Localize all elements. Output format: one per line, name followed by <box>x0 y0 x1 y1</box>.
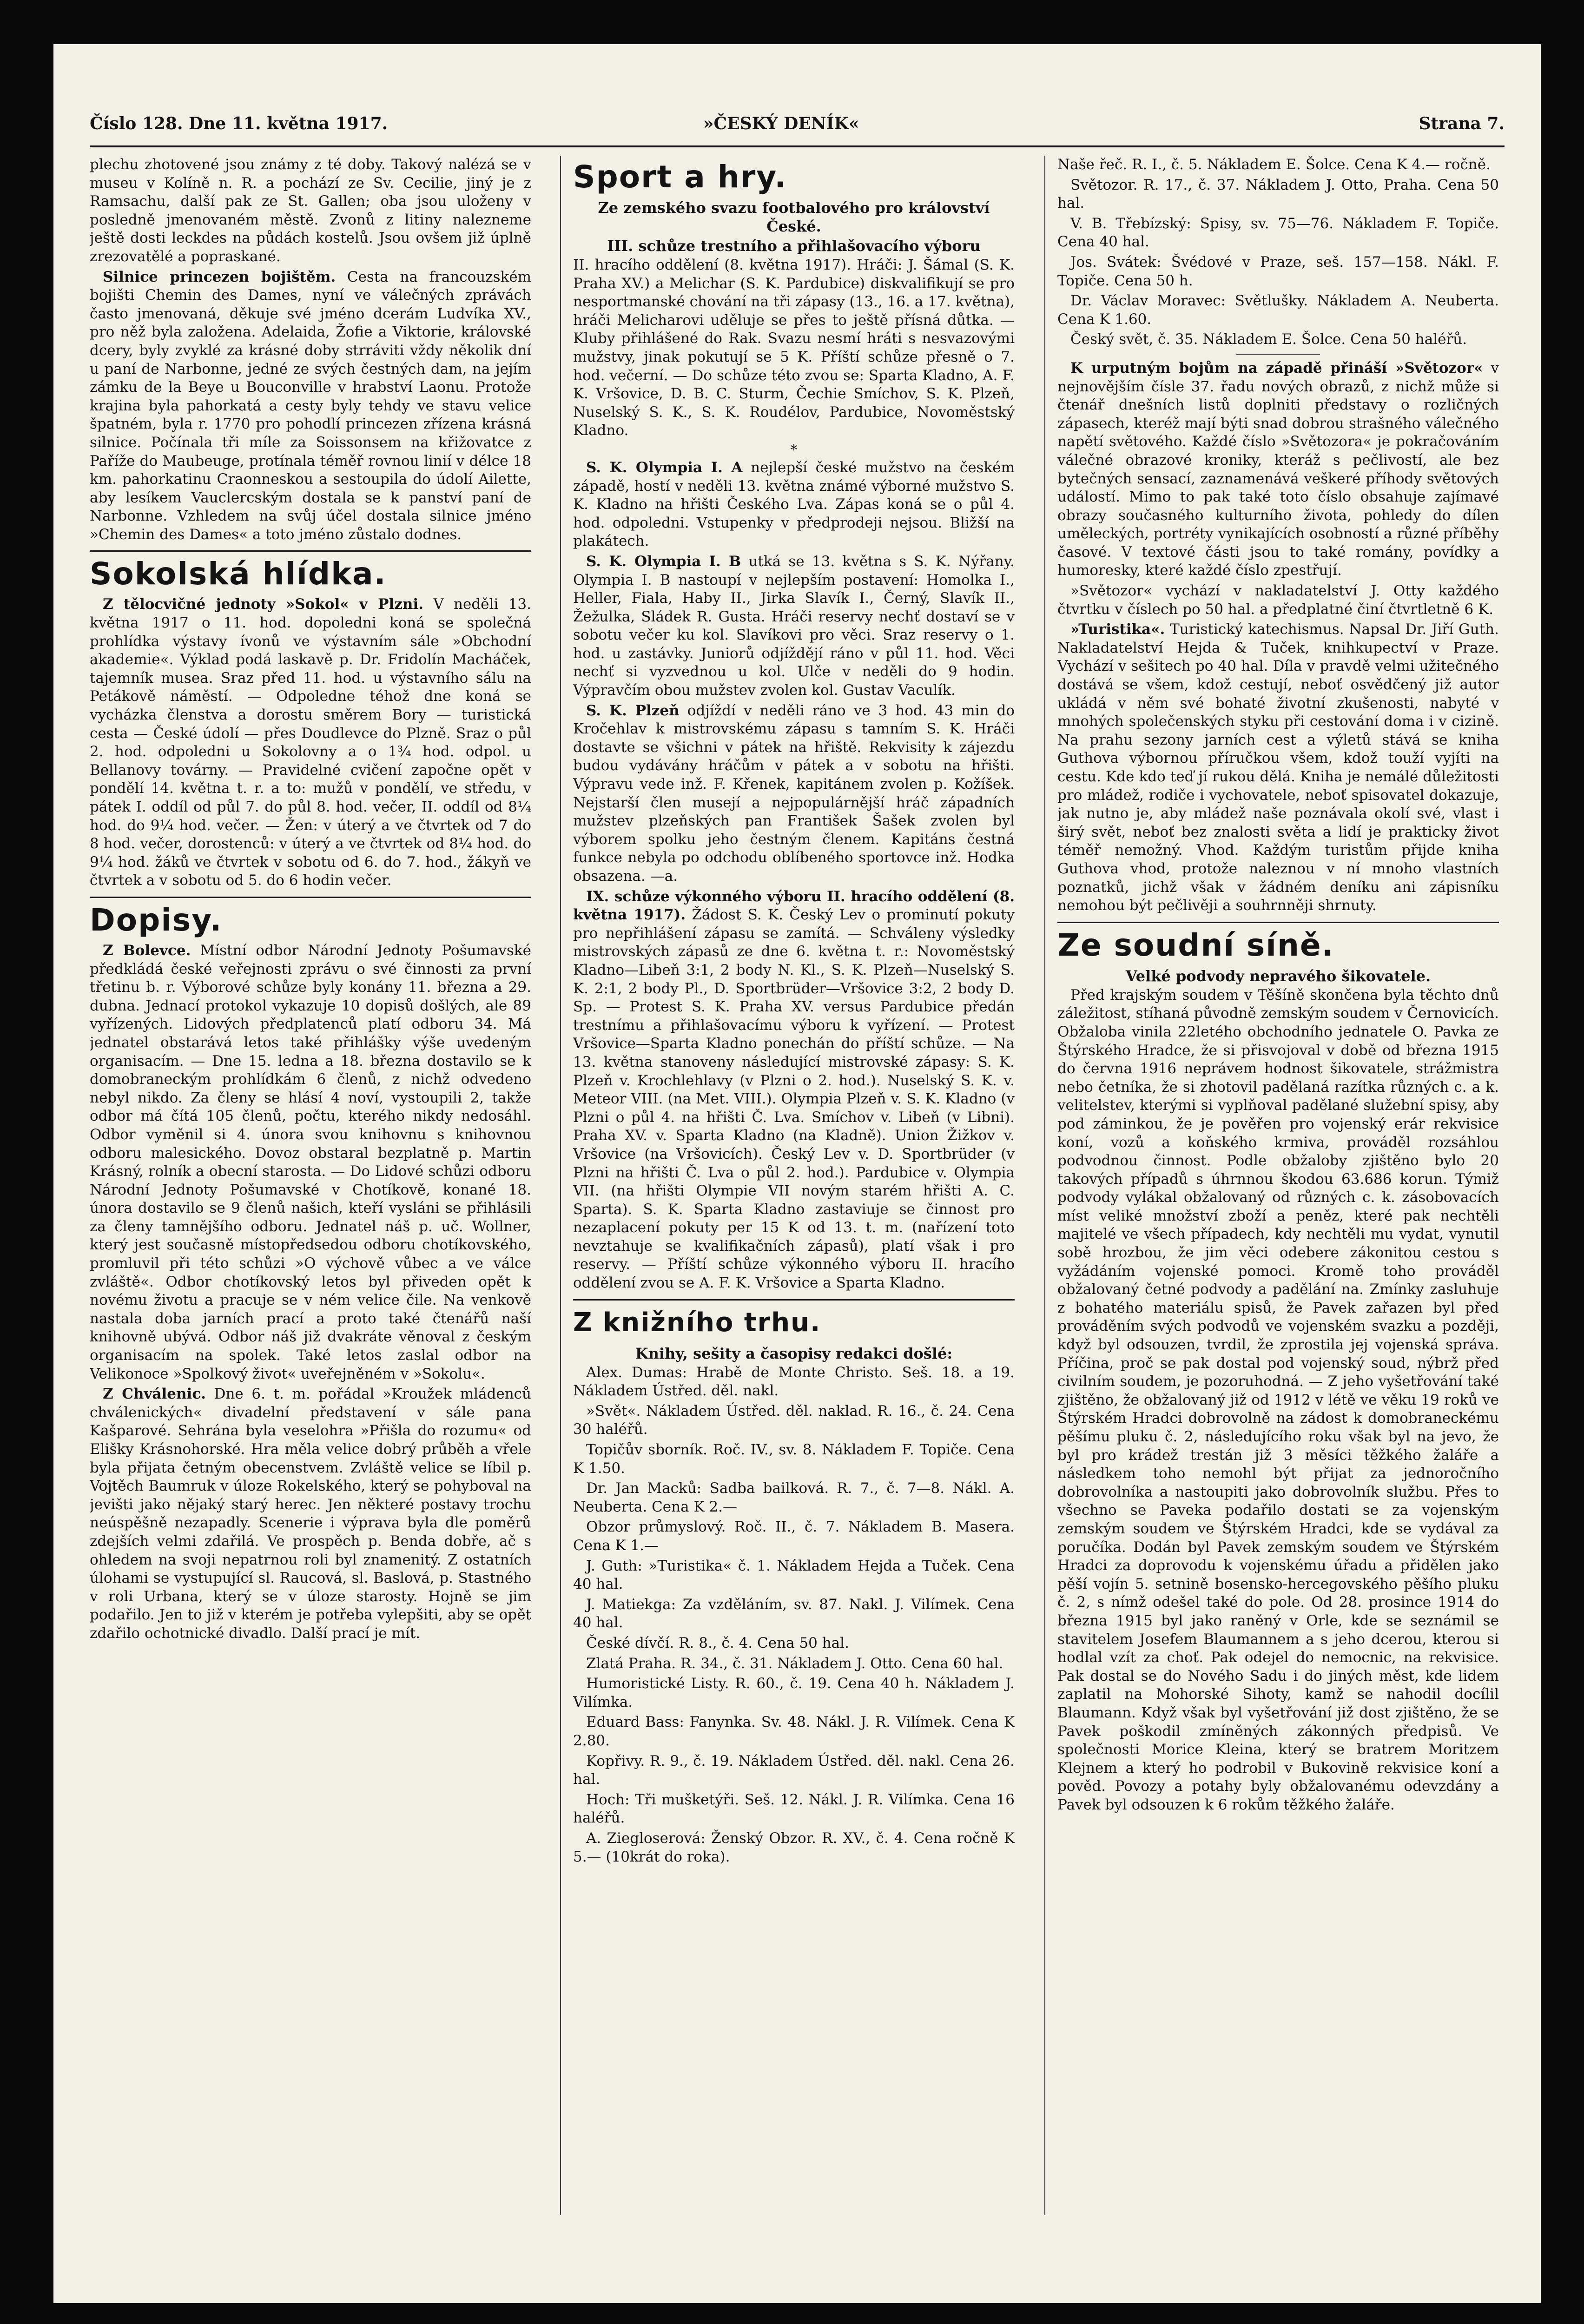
section-title-sokol: Sokolská hlídka. <box>90 556 387 592</box>
meeting-heading: III. schůze trestního a přihlašovacího výboru <box>607 237 981 255</box>
article-lead: S. K. Olympia I. A <box>586 459 743 476</box>
book-entry: J. Guth: »Turistika« č. 1. Nákladem Hejda a Tuček. Cena 40 hal. <box>573 1557 1015 1593</box>
article-chemin-des-dames <box>90 268 531 544</box>
article-body: Dne 6. t. m. pořádal »Kroužek mládenců chválenických« divadelní představení v sále pana Kašparové. Sehrána byla veselohra »Přišla do rozumu« od Elišky Krásnohorské. Hra měla velice dobrý průběh a vřele byla přijata četným obecenstvem. Zvláště velice se líbil p. Vojtěch Baumruk v úloze Rokelského, který se pohyboval na jevišti jako nějaký starý herec. Jen některé postavy trochu neúspěšně nezapadly. Scenerie i výprava byla dle poměrů zdejších velmi zdařilá. Ve prospěch p. Benda dobře, ač s ohledem na svoji nepatrnou roli byl znamenitý. Z ostatních úlohami se vystupující sl. Raucová, sl. Baslová, p. Stastného v roli Urbana, který se v úloze starosty. Hojně se jim podařilo. Jen to již v kterém je potřeba vylepšiti, aby se opět zdařilo ochotnické divadlo. Další prací je mít. <box>90 1386 531 1642</box>
article-court: Před krajským soudem v Těšíně skončena byla těchto dnů záležitost, stíhaná původně zemským soudem v Černovicích. Obžaloba vinila 22letého obchodního jednatele O. Pavka ze Štýrského Hradce, že si přisvojoval v době od března 1915 do června 1916 neprávem hodnost šikovatele, strážmistra nebo četníka, že si zhotovil padělaná razítka různých c. a k. velitelstev, kterými si vyplňoval padělané služební spisy, aby pod záminkou, že je pověřen pro vojenský erár rekvisice koní, vozů a koňského krmiva, prováděl rozsáhlou podvodnou činnost. Podle obžaloby zjištěno bylo 20 takových případů s úhrnnou škodou 63.686 korun. Týmiž podvody vylákal obžalovaný od různých c. k. zásobovacích míst veliké množství zboží a peněz, které pak nechtěli majitelé ve všech případech, kdy nechtěli mu vydat, vynutil sobě hrozbou, že jim věci odebere zákonitou cestou s vyžádáním vojenské pomoci. Kromě toho prováděl obžalovaný četné podvody a padělání na. Zmínky zasluhuje z bohatého materiálu spisů, že Pavek zařazen byl před prováděním svých podvodů ve vojenském svazku a později, když byl odsouzen, tvrdil, že zprostila jej vojenská správa. Příčina, proč se pak dostal pod vojenský soud, nýbrž před civilním soudem, je pozoruhodná. — Z jeho vyšetřování také zjištěno, že obžalovaný již od 1912 v létě ve věku 19 roků ve Štýrském Hradci dobrovolně na zádost k domobraneckému pěšímu pluku č. 2, následujícího roku však byl na jevo, že byl pro krádež trestán již 3 měsíci těžkého žaláře a následkem toho nemohl být přijat za jednoročního dobrovolníka a nastoupiti jako dobrovolník službu. Přes to všechno se Paveka podařilo dostati se za vojenským zemským soudem ve Štýrském Hradci, kde se vydával za poručíka. Dodán byl Pavek zemským soudem ve Štýrském Hradci za doprovodu k vojenskému úřadu a přidělen jako pěší vojín 5. setnině bosensko-hercegovského pěšího pluku č. 2, s nímž odešel také do pole. Od 28. prosince 1914 do března 1915 byl jako raněný v Orle, kde se seznámil se stavitelem Josefem Blaumannem a s jeho dcerou, kterou si hodlal vzít za choť. Pak odejel do nemocnic, na rekvisice. Pak dostal se do Nového Sadu i do jiných měst, kde lidem zaplatil na Mohorské Sihoty, kamž se nahodil docílil Blaumann. Když však byl vyšetřování již dost zjištěno, že se Pavek poškodil zmíněných zákonných předpisů. Ve společnosti Morice Kleina, který se bratrem Moritzem Klejnem a který ho podrobil v Bukovině rekvisice koní a pověd. Povozy a potahy byly obžalovanému odevzdány a Pavek byl odsouzen k 6 rokům těžkého žaláře. <box>1057 986 1499 1813</box>
article-sk-plzen <box>573 702 1015 886</box>
article-body: nejlepší české mužstvo na českém západě, hostí v neděli 13. května známé výborné mužstvo S. K. Kladno na hřišti Českého Lva. Zápas koná se o půl 4. hod. odpoledni. Vstupenky v předprodeji nejsou. Bližší na plakátech. <box>573 459 1015 550</box>
book-entry: V. B. Třebízský: Spisy, sv. 75—76. Nákladem F. Topiče. Cena 40 hal. <box>1057 215 1499 251</box>
article-body: Turistický katechismus. Napsal Dr. Jiří Guth. Nakladatelství Hejda & Tuček, knihkupectví v Praze. Vychází v sešitech po 40 hal. Díla v pravdě velmi užitečného dostává se všem, kdož cestují, neboť osvědčený již autor ukládá v něm své bohaté životní zkušenosti, nabyté v mnohých společenských styku při cestování doma i v cizině. Na prahu sezony jarních cest a výletů stává se kniha Guthova výbornou příručkou všem, kdož touží vyjíti na cestu. Kde kdo teď jí rukou dělá. Kniha je nemálé důležitosti pro mládež, rodiče i vychovatele, neboť spisovatel dokazuje, jak nutno je, aby mládež naše poznávala okolí své, vlast i širý svět, neboť bez znalosti světa a lidí je prakticky život téměř nemožný. Vhod. Každým turistům přijde kniha Guthova vhod, protože naleznou v ní mnoho vlastních poznatků, jichž však v žádném deníku ani zápisníku nemohou být pečlivěji a souhrnněji shrnuty. <box>1057 621 1499 914</box>
article-bolevec <box>90 942 531 1383</box>
article-lead: S. K. Plzeň <box>586 702 680 719</box>
short-separator <box>1236 354 1320 355</box>
book-entry: Český svět, č. 35. Nákladem E. Šolce. Cena 50 haléřů. <box>1070 331 1467 348</box>
section-subtitle-books: Knihy, sešity a časopisy redakci došlé: <box>635 1344 953 1362</box>
article-lead: Z Chválenic. <box>103 1386 206 1403</box>
book-entry: Alex. Dumas: Hrabě de Monte Christo. Seš. 18. a 19. Nákladem Ústřed. děl. nakl. <box>573 1364 1015 1400</box>
book-entry: Kopřivy. R. 9., č. 19. Nákladem Ústřed. děl. nakl. Cena 26. hal. <box>573 1752 1015 1788</box>
article-body: Žádost S. K. Český Lev o prominutí pokuty pro nepřihlášení zápasu se zamítá. — Schváleny výsledky mistrovských zápasů ze dne 6. května t. r.: Novoměstský Kladno—Libeň 3:1, 2 body N. Kl., S. K. Plzeň—Nuselský S. K. 2:1, 2 body Pl., D. Sportbrüder—Vršovice 3:2, 2 body D. Sp. — Protest S. K. Praha XV. versus Pardubice předán trestnímu a přihlašovacímu výboru k vyřízení. — Protest Vršovice—Sparta Kladno ponechán do příští schůze. — Na 13. května stanoveny následující mistrovské zápasy: S. K. Plzeň v. Krochlehlavy (v Plzni o 2. hod.). Nuselský S. K. v. Meteor VIII. (na Met. VIII.). Olympia Plzeň v. S. K. Kladno (v Plzni o půl 4. na hřišti Č. Lva. Smíchov v. Libeň (v Libni). Praha XV. v. Sparta Kladno (na Kladně). Union Žižkov v. Vršovice (na Vršovicích). Český Lev v. D. Sportbrüder (v Plzni na hřišti Č. Lva o půl 2. hod.). Pardubice v. Olympia VII. (na hřišti Olympie VII novým starém hřišti A. C. Sparta). S. K. Sparta Kladno zastaviuje se činnost pro nezaplacení pokuty per 15 K od 13. t. m. (nařízení toto nevztahuje se kvalifikačních zápasů), platí však i pro reservy. — Příští schůze výkonného výboru II. hracího oddělení zvou se A. F. K. Vršovice a Sparta Kladno. <box>573 906 1015 1292</box>
book-entry: Topičův sborník. Roč. IV., sv. 8. Nákladem F. Topiče. Cena K 1.50. <box>573 1441 1015 1477</box>
section-title-books: Z knižního trhu. <box>573 1307 821 1338</box>
book-entry: A. Ziegloserová: Ženský Obzor. R. XV., č. 4. Cena ročně K 5.— (10krát do roka). <box>573 1829 1015 1865</box>
article-svetozor <box>1057 359 1499 580</box>
book-entry: Naše řeč. R. I., č. 5. Nákladem E. Šolce. Cena K 4.— ročně. <box>1057 156 1491 173</box>
article-meeting: II. hracího oddělení (8. května 1917). Hráči: J. Šámal (S. K. Praha XV.) a Melichar (S. K. Pardubice) diskvalifikují se pro nesportmanské chování na tři zápasy (13., 16. a 17. května), hráči Melicharovi uděluje se přes to ještě přísná důtka. — Kluby přihlášené do Rak. Svazu nesmí hráti s nesvazovými mužstvy, jinak pokutují se 5 K. Příští schůze přesně o 7. hod. večerní. — Do schůze této zvou se: Sparta Kladno, A. F. K. Vršovice, D. B. C. Sturm, Čechie Smíchov, S. K. Plzeň, Nuselský S. K., S. K. Roudélov, Pardubice, Novoměstský Kladno. <box>573 257 1015 439</box>
book-entry: Jos. Svátek: Švédové v Praze, seš. 157—158. Nákl. F. Topiče. Cena 50 h. <box>1057 253 1499 289</box>
book-entry: Humoristické Listy. R. 60., č. 19. Cena 40 h. Nákladem J. Vilímka. <box>573 1675 1015 1710</box>
book-entry: Hoch: Tři mušketýři. Seš. 12. Nákl. J. R. Vilímka. Cena 16 haléřů. <box>573 1791 1015 1827</box>
section-title-court: Ze soudní síně. <box>1057 927 1334 963</box>
article-lead: S. K. Olympia I. B <box>586 553 741 570</box>
newspaper-page <box>53 44 1541 2303</box>
book-entry: Světozor. R. 17., č. 37. Nákladem J. Otto, Praha. Cena 50 hal. <box>1057 176 1499 212</box>
article-lead: Z Bolevce. <box>103 942 191 959</box>
article-olympia-a <box>573 459 1015 551</box>
section-separator <box>90 897 531 898</box>
column-divider-2 <box>1044 156 1045 2215</box>
article-chvalenice <box>90 1385 531 1643</box>
article-body: odjíždí v neděli ráno ve 3 hod. 43 min do Kročehlav k mistrovskému zápasu s tamním S. K. Hráči dostavte se všichni v pátek na hřiště. Rekvisity k zájezdu budou vydávány hráčům v pátek a v sobotu na hřišti. Výpravu vede inž. F. Křenek, kapitánem zvolen p. Kožíšek. Nejstarší člen musejí a nejpopulárnější hráč západních mužstev plzeňských pan František Šašek zvolen byl výborem spolku jeho čestným členem. Kapitáns čestná funkce nebyla po odchodu oblíbeného sportovce inž. Hodka obsazena. —a. <box>573 702 1015 885</box>
page-number: Strana 7. <box>1419 114 1505 133</box>
masthead: »ČESKÝ DENÍK« <box>703 114 859 133</box>
header-rule <box>90 145 1505 147</box>
article-olympia-b <box>573 553 1015 700</box>
book-list <box>573 1364 1015 1866</box>
book-entry: Dr. Václav Moravec: Světlušky. Nákladem A. Neuberta. Cena K 1.60. <box>1057 292 1499 328</box>
article-lead: IX. schůze výkonného výboru II. hracího oddělení (8. května 1917). <box>573 888 1015 924</box>
article-ix-schuze <box>573 888 1015 1293</box>
article-lead: Z tělocvičné jednoty »Sokol« v Plzni. <box>103 596 423 613</box>
section-title-sport: Sport a hry. <box>573 159 787 195</box>
article-body: Cesta na francouzském bojišti Chemin des Dames, nyní ve válečných zprávách často jmenovaná, děkuje své jméno dcerám Ludvíka XV., pro něž byla založena. Adelaida, Žofie a Viktorie, královské dcery, byly zvyklé za krásné doby strráviti vždy několik dní u paní de Narbonne, jedné ze svých čestných dam, na jejím zámku de la Beye u Bouconville v hrabství Laonu. Protože krajina byla pahorkatá a cesty byly tehdy ve stavu velice špatném, byla r. 1770 pro pohodlí princezen zřízena krásná silnice. Počínala tři míle za Soissonsem na křižovatce z Paříže do Maubeuge, protínala téměř rovnou linií v délce 18 km. pahorkatinu Craonneskou a sestoupila do údolí Ailette, aby lesíkem Vauclercským dostala se k panství paní de Narbonne. Vzhledem na svůj účel dostala silnice jméno »Chemin des Dames« a toto jméno zůstalo dodnes. <box>90 268 531 543</box>
book-entry: České dívčí. R. 8., č. 4. Cena 50 hal. <box>586 1634 849 1651</box>
article-svetozor-sub: »Světozor« vychází v nakladatelství J. Otty každého čtvrtku v číslech po 50 hal. a předplatné činí čtvrtletně 6 K. <box>1057 582 1499 618</box>
section-subtitle-court: Velké podvody nepravého šikovatele. <box>1125 967 1431 985</box>
article-sokol <box>90 595 531 890</box>
section-title-dopisy: Dopisy. <box>90 902 223 938</box>
article-turistika <box>1057 621 1499 915</box>
book-entry: Obzor průmyslový. Roč. II., č. 7. Nákladem B. Masera. Cena K 1.— <box>573 1519 1015 1554</box>
divider-star: * <box>790 442 798 458</box>
book-entry: Eduard Bass: Fanynka. Sv. 48. Nákl. J. R. Vilímek. Cena K 2.80. <box>573 1714 1015 1749</box>
article-lead: »Turistika«. <box>1070 621 1165 638</box>
section-separator <box>90 550 531 552</box>
book-entry: Zlatá Praha. R. 34., č. 31. Nákladem J. Otto. Cena 60 hal. <box>586 1655 1003 1672</box>
column-left <box>90 156 531 2224</box>
book-entry: J. Matiekga: Za vzděláním, sv. 87. Nakl. J. Vilímek. Cena 40 hal. <box>573 1596 1015 1631</box>
book-entry: »Svět«. Nákladem Ústřed. děl. naklad. R. 16., č. 24. Cena 30 haléřů. <box>573 1402 1015 1438</box>
column-middle <box>573 156 1015 2224</box>
section-separator <box>573 1299 1015 1301</box>
article-lead: Silnice princezen bojištěm. <box>103 268 336 285</box>
book-entry: Dr. Jan Macků: Sadba bailková. R. 7., č. 7—8. Nákl. A. Neuberta. Cena K 2.— <box>573 1480 1015 1515</box>
article-body: v nejnovějším čísle 37. řadu nových obrazů, z nichž může si čtenář dnešních listů doplniti představy o rozličných zápasech, kteréž mají býti snad dobrou strašného válečného napětí světového. Každé číslo »Světozora« je pokračováním válečné obrazové kroniky, kteráž s pečlivostí, ale bez bytečných sensací, zaznamenává veškeré příhody světových událostí. Mimo to pak také toto číslo obsahuje zajímavé obrazy současného kulturního života, pohledy do dílen uměleckých, portréty vynikajících osobností a různé příběhy časové. V textové části jsou to také romány, povídky a humoresky, které každé číslo zpestřují. <box>1057 359 1499 579</box>
article-body: V neděli 13. května 1917 o 11. hod. dopoledni koná se společná prohlídka výstavy ívonů ve výstavním sále »Obchodní akademie«. Výklad podá laskavě p. Dr. Fridolín Macháček, tajemník musea. Sraz před 11. hod. u výstavního sálu na Petákově náměstí. — Odpoledne téhož dne koná se vycházka členstva a dorostu směrem Bory — turistická cesta — České údolí — přes Doudlevce do Plzně. Sraz o půl 2. hod. odpoledni u Sokolovny a o 1¾ hod. odpol. u Bellanovy továrny. — Pravidelné cvičení započne opět v pondělí 14. května t. r. a to: mužů v pondělí, ve středu, v pátek I. oddíl od půl 7. do půl 8. hod. večer, II. oddíl od 8¼ hod. do 9¼ hod. večer. — Žen: v úterý a ve čtvrtek od 7 do 8 hod. večer, dorostenců: v úterý a ve čtvrtek od 8¼ hod. do 9¼ hod. žáků ve čtvrtek v sobotu od 6. do 7. hod., žákyň ve čtvrtek a v sobotu od 5. do 6 hodin večer. <box>90 596 531 889</box>
column-right <box>1057 156 1499 2224</box>
article-bells-cont: plechu zhotovené jsou známy z té doby. Takový nalézá se v museu v Kolíně n. R. a pochází ze Sv. Cecilie, jiný je z Ramsachu, další pak ze St. Gallen; oba jsou uloženy v posledně jmenovaném městě. Zvonů z litiny nalezneme ještě dosti leckdes na půdách kostelů. Jsou ovšem již úplně zrezovatělé a popraskané. <box>90 156 531 265</box>
article-lead: K urputným bojům na západě přináší »Světozor« <box>1070 359 1483 376</box>
section-subtitle-sport: Ze zemského svazu footbalového pro království České. <box>598 199 990 235</box>
column-divider-1 <box>560 156 561 2215</box>
section-separator <box>1057 922 1499 923</box>
issue-date: Číslo 128. Dne 11. května 1917. <box>90 114 388 133</box>
article-body: Místní odbor Národní Jednoty Pošumavské předkládá české veřejnosti zprávu o své činnosti za první třetinu b. r. Výborové schůze byly konány 11. března a 29. dubna. Jednací protokol vykazuje 10 dopisů došlých, ale 89 vyřízených. Lidových předplatenců platí odboru 34. Má jednatel obstarává letos také přihlášky výše uvedeným organisacím. — Dne 15. ledna a 18. března dostavilo se k domobraneckým prohlídkám 6 členů, z nichž odvedeno nebyl nikdo. Za členy se hlásí 4 noví, vystoupili 2, takže odbor má čítá 105 členů, počtu, kterého nikdy nedosáhl. Odbor vyměnil si 4. února svou knihovnu s knihovnou odboru malesického. Dovoz obstaral bezplatně p. Martin Krásný, rolník a obecní starosta. — Do Lidové schůzi odboru Národní Jednoty Pošumavské v Chotíkově, konané 18. února dostavilo se 9 členů našich, kteří vysláni se přihlásili za členy tamnějšího odboru. Jednatel náš p. uč. Wollner, který jest současně místopředsedou odboru chotíkovského, promluvil při této schůzi »O výchově vůbec a ve válce zvláště«. Odbor chotíkovský letos byl přiveden opět k novému životu a pracuje se v ném velice čile. Na venkově nastala doba jarních prací a proto také čtenářů naší knihovně ubývá. Odbor náš již dvakráte věnoval z českým organisacím na spolek. Také letos zaslal odbor na Velikonoce »Spolkový život« uveřejněném v »Sokolu«. <box>90 942 531 1382</box>
article-body: utká se 13. května s S. K. Nýřany. Olympia I. B nastoupí v nejlepším postavení: Homolka I., Heller, Fiala, Haby II., Jirka Slavík I., Černý, Slavík II., Žežulka, Sládek R. Gusta. Hráči reservy nechť dostaví se v sobotu večer ku kol. Slavíkovi pro věci. Sraz reservy o 1. hod. u zastávky. Juniorů odjíždějí ráno v půl 11. hod. Věci nechť si vyzvednou u kol. Ulče v neděli do 9 hodin. Výpravčím obou mužstev zvolen kol. Gustav Vaculík. <box>573 553 1015 699</box>
